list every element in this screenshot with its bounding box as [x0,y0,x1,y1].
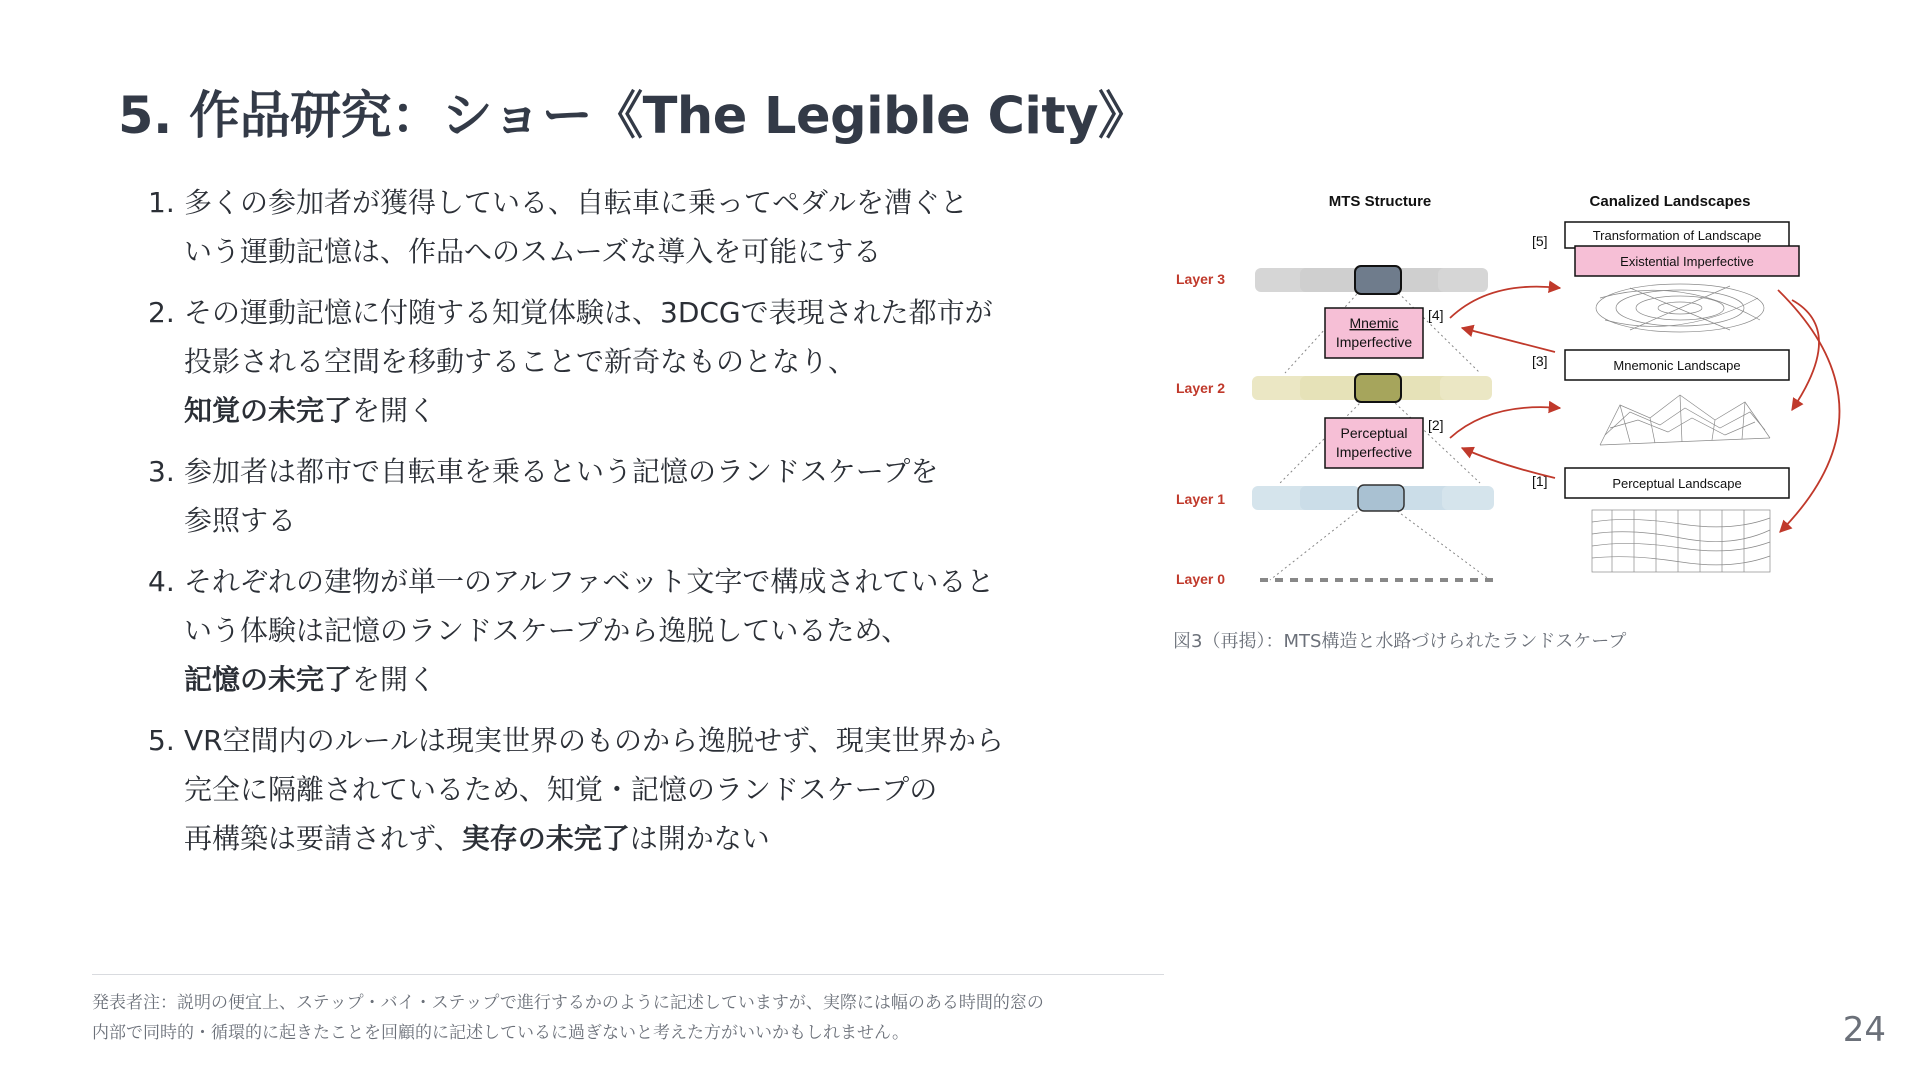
note-line: 内部で同時的・循環的に起きたことを回顧的に記述しているに過ぎないと考えた方がいいかもしれません。 [92,1023,910,1043]
perceptual-landscape-label: Perceptual Landscape [1612,476,1742,491]
mts-structure-heading: MTS Structure [1328,193,1432,210]
mnemic-imperfective-label: Imperfective [1335,334,1413,350]
point-line [184,496,938,545]
point-text: VR空間内のルールは現実世界のものから逸脱せず、現実世界から [184,724,1004,757]
ref-label: [4] [1428,307,1444,323]
canalized-landscapes-heading: Canalized Landscapes [1589,193,1751,210]
point-line [184,337,993,386]
transformation-landscape-label: Transformation of Landscape [1592,228,1762,243]
point-text: 投影される空間を移動することで新奇なものとなり、 [184,345,857,378]
mnemonic-landscape-label: Mnemonic Landscape [1613,358,1741,373]
mts-figure [1160,180,1860,590]
layer-2-row [1252,374,1492,402]
point-line [184,557,994,606]
ref-label: [2] [1428,417,1444,433]
point-text: 参加者は都市で自転車を乗るという記憶のランドスケープを [184,455,939,488]
point-line [184,178,968,227]
point-text: を開く [352,394,437,427]
point-text: 多くの参加者が獲得している、自転車に乗ってペダルを漕ぐと [184,186,969,219]
point-text: いう運動記憶は、作品へのスムーズな導入を可能にする [184,235,882,268]
perceptual-imperfective-label: Perceptual [1340,425,1408,441]
point-number: 2. [148,296,175,329]
point-text: その運動記憶に付随する知覚体験は、3DCGで表現された都市が [184,296,993,329]
point-emphasis: 実存の未完了 [461,822,630,855]
point-number: 4. [148,565,175,598]
figure-caption: 図3（再掲）：MTS構造と水路づけられたランドスケープ [1173,631,1627,652]
point-number: 5. [148,724,175,757]
mnemonic-mesh [1600,395,1770,445]
presenter-note [92,988,1192,1048]
perceptual-mesh [1592,510,1770,572]
ref-label: [5] [1532,233,1548,249]
point-text: 参照する [184,504,297,537]
point-list [148,178,1128,875]
point-line [184,814,1004,863]
point-line [184,765,1004,814]
point-line [184,447,938,496]
layer-label: Layer 0 [1176,571,1226,587]
point-text: は開かない [629,822,770,855]
point-item [148,716,1128,863]
mnemic-imperfective-label: Mnemic [1349,315,1399,331]
existential-mesh [1596,284,1764,332]
point-item [148,288,1128,435]
ref-label: [3] [1532,353,1548,369]
layer-label: Layer 3 [1176,271,1226,287]
perceptual-imperfective-label: Imperfective [1335,444,1413,460]
point-text: を開く [352,663,437,696]
point-line [184,288,993,337]
point-text: いう体験は記憶のランドスケープから逸脱しているため、 [184,614,910,647]
ref-label: [1] [1532,473,1548,489]
layer-3-row [1255,266,1488,294]
point-line [184,227,968,276]
page-number: 24 [1842,1010,1886,1050]
point-line [184,606,994,655]
point-number: 1. [148,186,175,219]
point-item [148,178,1128,276]
existential-imperfective-label: Existential Imperfective [1620,254,1754,269]
point-item [148,557,1128,704]
point-emphasis: 知覚の未完了 [184,394,353,427]
note-line: 発表者注：説明の便宜上、ステップ・バイ・ステップで進行するかのように記述していますが、実際には幅のある時間的窓の [92,993,1044,1013]
point-line [184,655,994,704]
layer-label: Layer 2 [1176,380,1226,396]
point-text: 完全に隔離されているため、知覚・記憶のランドスケープの [184,773,938,806]
layer-label: Layer 1 [1176,491,1226,507]
slide-title: 5. 作品研究：ショー《The Legible City》 [118,87,1149,146]
point-text: それぞれの建物が単一のアルファベット文字で構成されていると [184,565,995,598]
point-line [184,716,1004,765]
layer-1-row [1252,485,1494,511]
point-emphasis: 記憶の未完了 [184,663,353,696]
point-line [184,386,993,435]
point-text: 再構築は要請されず、 [184,822,462,855]
note-divider [92,974,1164,975]
point-number: 3. [148,455,175,488]
point-item [148,447,1128,545]
